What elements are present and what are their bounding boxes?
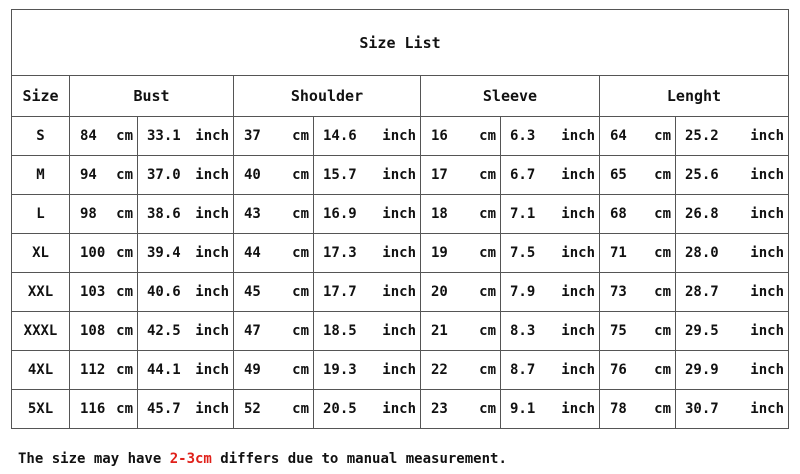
measurement-value: 30.7 bbox=[685, 401, 719, 417]
measurement-value: 37.0 bbox=[147, 167, 181, 183]
measurement-cell bbox=[70, 273, 138, 312]
measurement-unit: cm bbox=[654, 128, 671, 144]
measurement-unit: cm bbox=[479, 323, 496, 339]
measurement-cell bbox=[314, 156, 421, 195]
measurement-cell bbox=[314, 312, 421, 351]
measurement-cell bbox=[234, 195, 314, 234]
measurement-value: 44.1 bbox=[147, 362, 181, 378]
measurement-value: 52 bbox=[244, 401, 261, 417]
size-label: XXXL bbox=[12, 312, 70, 351]
measurement-value: 20.5 bbox=[323, 401, 357, 417]
measurement-value: 103 bbox=[80, 284, 106, 300]
measurement-unit: cm bbox=[479, 206, 496, 222]
measurement-value: 71 bbox=[610, 245, 627, 261]
table-row bbox=[12, 195, 789, 234]
note-highlight: 2-3cm bbox=[169, 451, 212, 467]
measurement-unit: inch bbox=[561, 362, 595, 378]
measurement-unit: cm bbox=[292, 401, 309, 417]
measurement-cell bbox=[234, 390, 314, 429]
measurement-value: 17.3 bbox=[323, 245, 357, 261]
measurement-unit: inch bbox=[750, 323, 785, 339]
measurement-unit: cm bbox=[654, 323, 671, 339]
measurement-unit: cm bbox=[479, 128, 496, 144]
measurement-unit: inch bbox=[195, 284, 229, 300]
measurement-value: 68 bbox=[610, 206, 627, 222]
measurement-cell bbox=[70, 390, 138, 429]
measurement-value: 98 bbox=[80, 206, 97, 222]
measurement-value: 45 bbox=[244, 284, 261, 300]
measurement-unit: inch bbox=[750, 284, 785, 300]
measurement-value: 25.2 bbox=[685, 128, 719, 144]
measurement-unit: inch bbox=[750, 206, 785, 222]
measurement-value: 65 bbox=[610, 167, 627, 183]
measurement-value: 94 bbox=[80, 167, 97, 183]
table-row bbox=[12, 390, 789, 429]
measurement-cell bbox=[501, 390, 600, 429]
measurement-cell bbox=[234, 273, 314, 312]
header-bust: Bust bbox=[70, 76, 234, 117]
measurement-cell bbox=[600, 156, 676, 195]
measurement-unit: inch bbox=[382, 401, 416, 417]
measurement-value: 8.3 bbox=[510, 323, 536, 339]
measurement-cell bbox=[421, 117, 501, 156]
measurement-unit: cm bbox=[479, 245, 496, 261]
measurement-unit: cm bbox=[292, 167, 309, 183]
note-text-end: differs due to manual measurement. bbox=[211, 451, 507, 467]
measurement-value: 29.5 bbox=[685, 323, 719, 339]
measurement-value: 64 bbox=[610, 128, 627, 144]
measurement-value: 78 bbox=[610, 401, 627, 417]
measurement-unit: cm bbox=[479, 284, 496, 300]
measurement-cell bbox=[421, 156, 501, 195]
measurement-unit: inch bbox=[382, 362, 416, 378]
size-label: 4XL bbox=[12, 351, 70, 390]
size-label: S bbox=[12, 117, 70, 156]
measurement-unit: cm bbox=[654, 245, 671, 261]
measurement-cell bbox=[501, 312, 600, 351]
measurement-cell bbox=[676, 195, 789, 234]
measurement-unit: inch bbox=[195, 245, 229, 261]
header-length: Lenght bbox=[600, 76, 789, 117]
measurement-cell bbox=[314, 195, 421, 234]
measurement-unit: inch bbox=[195, 323, 229, 339]
measurement-unit: inch bbox=[195, 362, 229, 378]
measurement-value: 26.8 bbox=[685, 206, 719, 222]
measurement-cell bbox=[421, 312, 501, 351]
table-row bbox=[12, 312, 789, 351]
measurement-cell bbox=[70, 117, 138, 156]
measurement-cell bbox=[138, 156, 234, 195]
measurement-unit: inch bbox=[750, 128, 785, 144]
measurement-cell bbox=[421, 273, 501, 312]
measurement-unit: cm bbox=[292, 362, 309, 378]
measurement-unit: cm bbox=[479, 362, 496, 378]
measurement-value: 40.6 bbox=[147, 284, 181, 300]
measurement-cell bbox=[600, 273, 676, 312]
measurement-cell bbox=[314, 390, 421, 429]
measurement-cell bbox=[676, 351, 789, 390]
measurement-unit: inch bbox=[195, 401, 229, 417]
measurement-unit: inch bbox=[561, 167, 595, 183]
measurement-cell bbox=[234, 117, 314, 156]
measurement-cell bbox=[676, 273, 789, 312]
measurement-unit: inch bbox=[750, 401, 785, 417]
measurement-note bbox=[18, 451, 507, 467]
measurement-cell bbox=[421, 390, 501, 429]
measurement-cell bbox=[676, 117, 789, 156]
measurement-cell bbox=[138, 195, 234, 234]
measurement-unit: inch bbox=[561, 401, 595, 417]
measurement-cell bbox=[676, 312, 789, 351]
measurement-value: 15.7 bbox=[323, 167, 357, 183]
measurement-value: 25.6 bbox=[685, 167, 719, 183]
measurement-value: 7.5 bbox=[510, 245, 536, 261]
measurement-value: 44 bbox=[244, 245, 261, 261]
measurement-value: 29.9 bbox=[685, 362, 719, 378]
measurement-value: 18 bbox=[431, 206, 448, 222]
measurement-unit: inch bbox=[750, 167, 785, 183]
measurement-cell bbox=[600, 312, 676, 351]
table-row bbox=[12, 234, 789, 273]
measurement-unit: inch bbox=[750, 362, 785, 378]
measurement-value: 22 bbox=[431, 362, 448, 378]
measurement-value: 47 bbox=[244, 323, 261, 339]
measurement-value: 40 bbox=[244, 167, 261, 183]
measurement-unit: inch bbox=[561, 284, 595, 300]
measurement-value: 9.1 bbox=[510, 401, 536, 417]
measurement-unit: cm bbox=[292, 284, 309, 300]
measurement-value: 14.6 bbox=[323, 128, 357, 144]
measurement-value: 42.5 bbox=[147, 323, 181, 339]
measurement-cell bbox=[501, 273, 600, 312]
measurement-value: 84 bbox=[80, 128, 97, 144]
measurement-cell bbox=[70, 234, 138, 273]
measurement-value: 19 bbox=[431, 245, 448, 261]
table-row bbox=[12, 273, 789, 312]
table-row bbox=[12, 117, 789, 156]
table-row bbox=[12, 156, 789, 195]
measurement-unit: cm bbox=[654, 284, 671, 300]
measurement-unit: cm bbox=[116, 128, 133, 144]
measurement-cell bbox=[138, 117, 234, 156]
measurement-cell bbox=[138, 351, 234, 390]
header-size: Size bbox=[12, 76, 70, 117]
measurement-cell bbox=[421, 234, 501, 273]
measurement-cell bbox=[70, 312, 138, 351]
measurement-unit: cm bbox=[292, 128, 309, 144]
measurement-cell bbox=[314, 234, 421, 273]
measurement-value: 7.9 bbox=[510, 284, 536, 300]
measurement-cell bbox=[501, 195, 600, 234]
table-title: Size List bbox=[12, 10, 789, 76]
measurement-cell bbox=[600, 117, 676, 156]
measurement-value: 16.9 bbox=[323, 206, 357, 222]
measurement-cell bbox=[421, 351, 501, 390]
measurement-value: 45.7 bbox=[147, 401, 181, 417]
measurement-unit: cm bbox=[654, 401, 671, 417]
measurement-cell bbox=[501, 117, 600, 156]
measurement-cell bbox=[70, 195, 138, 234]
measurement-unit: cm bbox=[292, 245, 309, 261]
measurement-value: 49 bbox=[244, 362, 261, 378]
measurement-unit: inch bbox=[195, 206, 229, 222]
header-shoulder: Shoulder bbox=[234, 76, 421, 117]
measurement-unit: inch bbox=[561, 128, 595, 144]
measurement-unit: cm bbox=[116, 206, 133, 222]
measurement-cell bbox=[676, 390, 789, 429]
measurement-cell bbox=[501, 156, 600, 195]
measurement-unit: inch bbox=[195, 167, 229, 183]
measurement-unit: inch bbox=[382, 245, 416, 261]
table-row bbox=[12, 351, 789, 390]
measurement-unit: cm bbox=[116, 362, 133, 378]
measurement-unit: cm bbox=[116, 245, 133, 261]
measurement-unit: cm bbox=[116, 284, 133, 300]
measurement-cell bbox=[138, 312, 234, 351]
measurement-unit: inch bbox=[382, 206, 416, 222]
measurement-value: 19.3 bbox=[323, 362, 357, 378]
measurement-value: 75 bbox=[610, 323, 627, 339]
measurement-value: 112 bbox=[80, 362, 106, 378]
measurement-cell bbox=[234, 156, 314, 195]
measurement-value: 17 bbox=[431, 167, 448, 183]
measurement-value: 73 bbox=[610, 284, 627, 300]
measurement-value: 33.1 bbox=[147, 128, 181, 144]
measurement-cell bbox=[501, 351, 600, 390]
measurement-unit: inch bbox=[382, 167, 416, 183]
measurement-unit: cm bbox=[654, 167, 671, 183]
measurement-unit: cm bbox=[479, 167, 496, 183]
measurement-value: 18.5 bbox=[323, 323, 357, 339]
measurement-value: 39.4 bbox=[147, 245, 181, 261]
measurement-value: 38.6 bbox=[147, 206, 181, 222]
measurement-unit: inch bbox=[195, 128, 229, 144]
measurement-value: 20 bbox=[431, 284, 448, 300]
size-label: 5XL bbox=[12, 390, 70, 429]
measurement-cell bbox=[600, 390, 676, 429]
measurement-value: 23 bbox=[431, 401, 448, 417]
measurement-cell bbox=[314, 117, 421, 156]
measurement-cell bbox=[138, 390, 234, 429]
measurement-cell bbox=[421, 195, 501, 234]
measurement-cell bbox=[501, 234, 600, 273]
measurement-unit: cm bbox=[116, 323, 133, 339]
measurement-cell bbox=[314, 351, 421, 390]
measurement-cell bbox=[70, 351, 138, 390]
measurement-unit: cm bbox=[116, 401, 133, 417]
measurement-value: 43 bbox=[244, 206, 261, 222]
measurement-unit: inch bbox=[382, 323, 416, 339]
measurement-value: 16 bbox=[431, 128, 448, 144]
measurement-cell bbox=[70, 156, 138, 195]
measurement-cell bbox=[314, 273, 421, 312]
size-label: XL bbox=[12, 234, 70, 273]
measurement-unit: cm bbox=[292, 323, 309, 339]
size-label: M bbox=[12, 156, 70, 195]
measurement-value: 76 bbox=[610, 362, 627, 378]
measurement-cell bbox=[676, 156, 789, 195]
measurement-value: 21 bbox=[431, 323, 448, 339]
measurement-cell bbox=[138, 234, 234, 273]
size-label: L bbox=[12, 195, 70, 234]
measurement-unit: cm bbox=[654, 206, 671, 222]
measurement-cell bbox=[600, 234, 676, 273]
measurement-unit: inch bbox=[561, 245, 595, 261]
measurement-value: 108 bbox=[80, 323, 106, 339]
measurement-value: 7.1 bbox=[510, 206, 536, 222]
measurement-cell bbox=[234, 351, 314, 390]
measurement-unit: cm bbox=[479, 401, 496, 417]
measurement-cell bbox=[600, 195, 676, 234]
measurement-cell bbox=[234, 234, 314, 273]
measurement-unit: cm bbox=[292, 206, 309, 222]
measurement-unit: inch bbox=[382, 128, 416, 144]
measurement-cell bbox=[138, 273, 234, 312]
measurement-value: 17.7 bbox=[323, 284, 357, 300]
measurement-unit: inch bbox=[561, 323, 595, 339]
measurement-unit: cm bbox=[654, 362, 671, 378]
measurement-unit: inch bbox=[750, 245, 785, 261]
measurement-value: 116 bbox=[80, 401, 106, 417]
measurement-unit: cm bbox=[116, 167, 133, 183]
measurement-unit: inch bbox=[561, 206, 595, 222]
measurement-cell bbox=[234, 312, 314, 351]
size-label: XXL bbox=[12, 273, 70, 312]
measurement-value: 28.0 bbox=[685, 245, 719, 261]
measurement-cell bbox=[600, 351, 676, 390]
measurement-value: 37 bbox=[244, 128, 261, 144]
note-text: The size may have bbox=[18, 451, 170, 467]
measurement-value: 6.7 bbox=[510, 167, 536, 183]
measurement-value: 100 bbox=[80, 245, 106, 261]
measurement-cell bbox=[676, 234, 789, 273]
size-list-table bbox=[11, 9, 789, 429]
header-sleeve: Sleeve bbox=[421, 76, 600, 117]
measurement-value: 28.7 bbox=[685, 284, 719, 300]
measurement-value: 6.3 bbox=[510, 128, 536, 144]
measurement-value: 8.7 bbox=[510, 362, 536, 378]
measurement-unit: inch bbox=[382, 284, 416, 300]
